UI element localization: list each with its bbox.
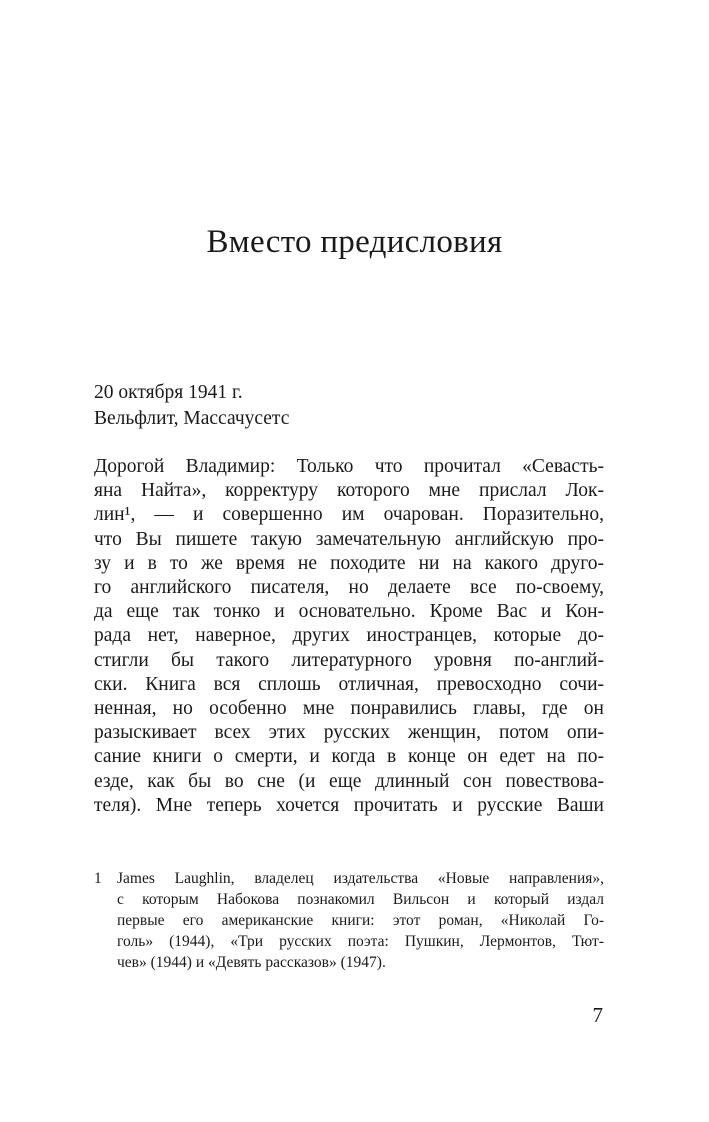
body-line: теля). Мне теперь хочется прочитать и русские Ваши xyxy=(94,794,604,816)
letter-body xyxy=(94,455,604,818)
body-line: ненная, но особенно мне понравились главы, где он xyxy=(94,698,604,720)
footnote-marker: 1 xyxy=(94,870,102,887)
body-line: го английского писателя, но делаете все по-своему, xyxy=(94,577,604,599)
footnote-line: голь» (1944), «Три русских поэта: Пушкин, Лермонтов, Тют- xyxy=(117,933,604,950)
body-line: Дорогой Владимир: Только что прочитал «Севасть- xyxy=(94,456,604,477)
letter-date: 20 октября 1941 г. xyxy=(94,382,243,403)
body-line: да еще так тонко и основательно. Кроме Вас и Кон- xyxy=(94,601,604,623)
body-line: ски. Книга вся сплошь отличная, превосходно сочи- xyxy=(94,673,604,695)
footnote-line: James Laughlin, владелец издательства «Новые направления», xyxy=(117,870,604,887)
chapter-title: Вместо предисловия xyxy=(206,224,503,260)
footnote-text xyxy=(117,868,604,973)
body-line: лин¹, — и совершенно им очарован. Поразительно, xyxy=(94,504,604,526)
letter-dateline xyxy=(94,380,614,432)
body-line: стигли бы такого литературного уровня по-англий- xyxy=(94,649,604,671)
body-line: яна Найта», корректуру которого мне прислал Лок- xyxy=(94,480,604,502)
body-line: езде, как бы во сне (и еще длинный сон повествова- xyxy=(94,770,604,792)
body-line: зу и в то же время не походите ни на какого друго- xyxy=(94,552,604,574)
footnote-line: с которым Набокова познакомил Вильсон и который издал xyxy=(117,891,604,908)
body-line: сание книги о смерти, и когда в конце он едет на по- xyxy=(94,746,604,768)
body-line: что Вы пишете такую замечательную английскую про- xyxy=(94,528,604,550)
footnote-line: первые его американские книги: этот роман, «Николай Го- xyxy=(117,912,604,929)
letter-place: Вельфлит, Массачусетс xyxy=(94,408,290,429)
body-line: разыскивает всех этих русских женщин, потом опи- xyxy=(94,722,604,744)
body-line: рада нет, наверное, других иностранцев, которые до- xyxy=(94,625,604,647)
footnote-line: чев» (1944) и «Девять рассказов» (1947). xyxy=(117,954,386,971)
page-number: 7 xyxy=(592,1003,603,1027)
footnote xyxy=(94,868,604,973)
